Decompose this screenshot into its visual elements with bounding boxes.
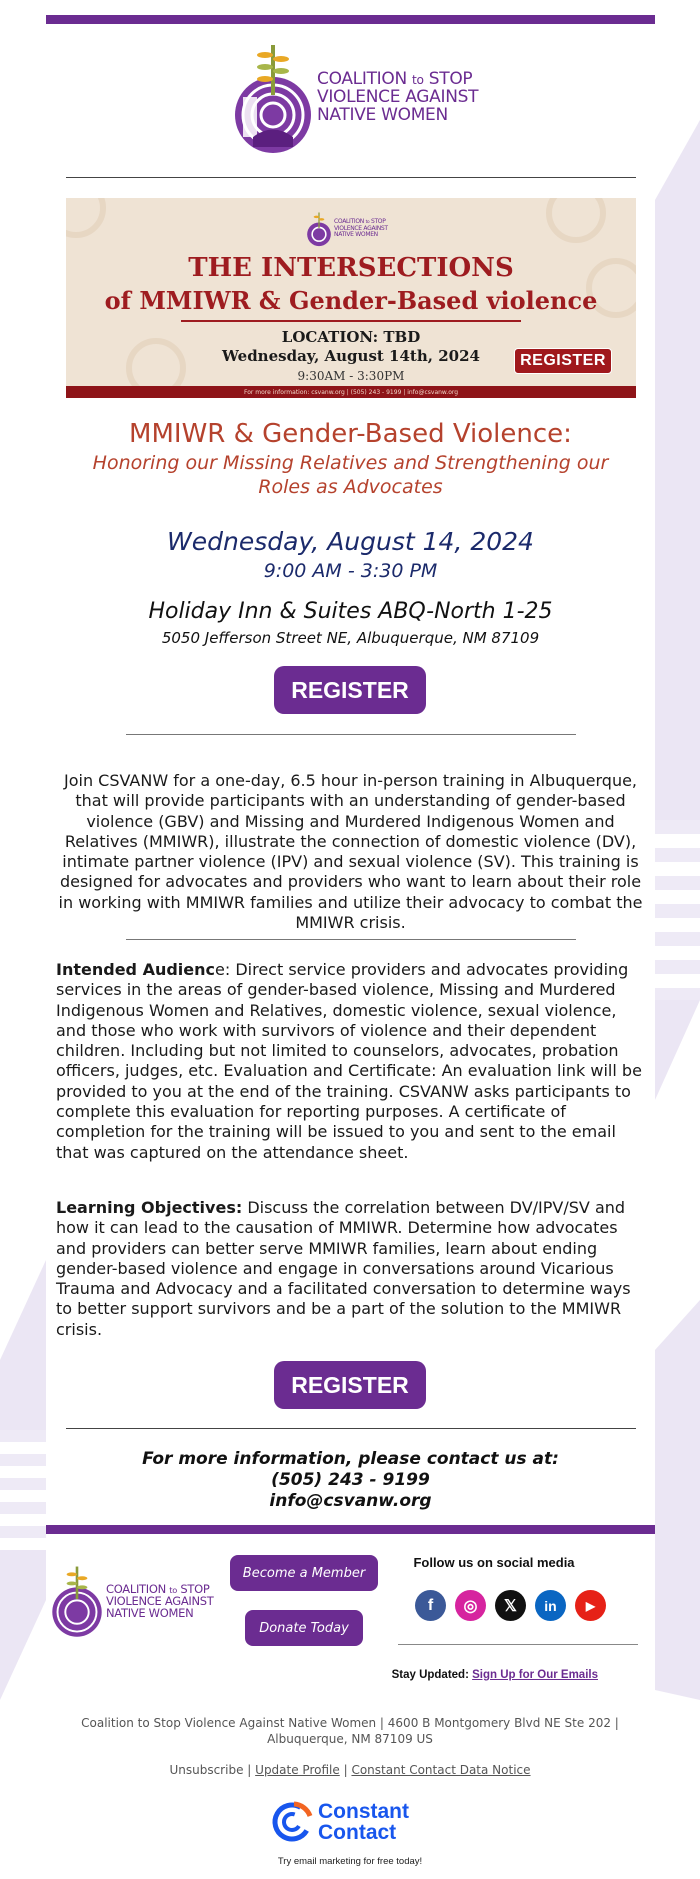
banner-pattern xyxy=(546,198,606,243)
youtube-glyph: ▶ xyxy=(585,1598,596,1613)
register-button[interactable]: REGISTER xyxy=(274,1361,426,1409)
event-time: 9:00 AM - 3:30 PM xyxy=(263,560,438,582)
event-date: Wednesday, August 14, 2024 xyxy=(167,527,534,556)
divider xyxy=(66,177,636,178)
coalition-emblem-icon xyxy=(51,1560,103,1642)
instagram-glyph: ◎ xyxy=(463,1597,478,1615)
org-logo-text: COALITION to STOP VIOLENCE AGAINST NATIVE WOMEN xyxy=(317,69,479,125)
footer-logo-text: COALITION to STOP VIOLENCE AGAINST NATIVE WOMEN xyxy=(106,1581,214,1621)
banner-heading: THE INTERSECTIONS xyxy=(188,253,514,283)
event-title: MMIWR & Gender-Based Violence: xyxy=(129,419,572,449)
coalition-emblem-icon xyxy=(233,37,313,159)
stay-updated xyxy=(376,1669,598,1681)
register-button[interactable]: REGISTER xyxy=(274,666,426,714)
x-glyph: 𝕏 xyxy=(504,1597,517,1615)
coalition-emblem-icon xyxy=(306,210,332,248)
link-separator: | xyxy=(247,1763,252,1777)
become-member-button[interactable]: Become a Member xyxy=(230,1555,378,1591)
learning-objectives-paragraph xyxy=(56,1198,645,1340)
event-subtitle: Honoring our Missing Relatives and Strengthening our Roles as Advocates xyxy=(92,452,609,498)
learning-objectives-text: Discuss the correlation between DV/IPV/SV and how it can lead to the causation of MMIWR. Determine how advocates and providers can better serve MMIWR families, learn about ending gender-based violence and engage in conversations around Vicarious Trauma and Advocacy and a facilitated conversation to determine ways to better support survivors and be a part of the solution to the MMIWR crisis. xyxy=(56,1198,631,1339)
footer-org-logo[interactable] xyxy=(51,1560,214,1642)
banner-rule xyxy=(181,320,521,322)
instagram-icon[interactable] xyxy=(455,1590,486,1621)
youtube-icon[interactable] xyxy=(575,1590,606,1621)
banner-subheading: of MMIWR & Gender-Based violence xyxy=(104,286,598,315)
social-icons xyxy=(415,1590,606,1621)
facebook-glyph: f xyxy=(427,1596,434,1614)
banner-location: LOCATION: TBD xyxy=(281,328,421,346)
divider xyxy=(398,1644,638,1645)
signup-emails-link[interactable]: Sign Up for Our Emails xyxy=(472,1669,598,1681)
banner-logo-text: COALITION to STOP VIOLENCE AGAINST NATIVE WOMEN xyxy=(334,218,388,239)
intended-audience-paragraph xyxy=(56,960,645,1163)
banner-register-button[interactable]: REGISTER xyxy=(514,348,612,374)
facebook-icon[interactable] xyxy=(415,1590,446,1621)
linkedin-icon[interactable] xyxy=(535,1590,566,1621)
donate-button[interactable]: Donate Today xyxy=(245,1610,363,1646)
linkedin-glyph: in xyxy=(544,1597,557,1614)
banner-time: 9:30AM - 3:30PM xyxy=(297,369,405,383)
unsubscribe-link[interactable]: Unsubscribe xyxy=(169,1763,244,1777)
event-banner-image[interactable] xyxy=(66,198,636,398)
x-icon[interactable] xyxy=(495,1590,526,1621)
org-logo[interactable] xyxy=(233,37,478,159)
banner-pattern xyxy=(66,198,106,238)
link-separator: | xyxy=(343,1763,348,1777)
constant-contact-tagline[interactable]: Try email marketing for free today! xyxy=(277,1856,423,1867)
constant-contact-icon xyxy=(270,1800,314,1844)
constant-contact-logo[interactable] xyxy=(270,1800,409,1844)
data-notice-link[interactable]: Constant Contact Data Notice xyxy=(351,1763,531,1777)
follow-heading: Follow us on social media xyxy=(413,1555,575,1570)
event-venue: Holiday Inn & Suites ABQ-North 1-25 xyxy=(148,599,553,624)
bottom-accent-bar xyxy=(46,1525,655,1534)
divider xyxy=(66,1428,636,1429)
contact-phone: (505) 243 - 9199 xyxy=(271,1470,430,1490)
update-profile-link[interactable]: Update Profile xyxy=(255,1763,340,1777)
top-accent-bar xyxy=(46,15,655,24)
intended-audience-text: e: Direct service providers and advocates providing services in the areas of gender-based violence, Missing and Murdered Indigenous Women and Relatives, domestic violence, sexual violence, and those who work with survivors of violence and their dependent children. Including but not limited to counselors, advocates, probation officers, judges, etc. Evaluation and Certificate: An evaluation link will be provided to you at the end of the training. CSVANW asks participants to complete this evaluation for reporting purposes. A certificate of completion for the training will be issued to you and sent to the email that was captured on the attendance sheet. xyxy=(56,960,642,1162)
legal-address: Coalition to Stop Violence Against Native Women | 4600 B Montgomery Blvd NE Ste 202 | Albuquerque, NM 87109 US xyxy=(81,1716,619,1746)
contact-email[interactable]: info@csvanw.org xyxy=(269,1491,432,1511)
intended-audience-label: Intended Audienc xyxy=(56,960,215,979)
constant-contact-text: Constant Contact xyxy=(318,1800,409,1844)
divider xyxy=(126,939,576,940)
event-address: 5050 Jefferson Street NE, Albuquerque, NM 87109 xyxy=(161,629,540,647)
banner-logo xyxy=(306,210,388,248)
learning-objectives-label: Learning Objectives: xyxy=(56,1198,243,1217)
stay-updated-label: Stay Updated: xyxy=(391,1669,469,1681)
contact-heading: For more information, please contact us at: xyxy=(142,1449,559,1469)
legal-links xyxy=(60,1763,640,1777)
banner-date: Wednesday, August 14th, 2024 xyxy=(222,347,480,365)
divider xyxy=(126,734,576,735)
email-card xyxy=(46,15,655,1695)
intro-paragraph: Join CSVANW for a one-day, 6.5 hour in-person training in Albuquerque, that will provide participants with an understanding of gender-based violence (GBV) and Missing and Murdered Indigenous Women and Relatives (MMIWR), illustrate the connection of domestic violence (DV), intimate partner violence (IPV) and sexual violence (SV). This training is designed for advocates and providers who want to learn about their role in working with MMIWR families and utilize their advocacy to combat the MMIWR crisis. xyxy=(58,771,643,933)
banner-footer: For more information: csvanw.org | (505) 243 - 9199 | info@csvanw.org xyxy=(66,386,636,398)
